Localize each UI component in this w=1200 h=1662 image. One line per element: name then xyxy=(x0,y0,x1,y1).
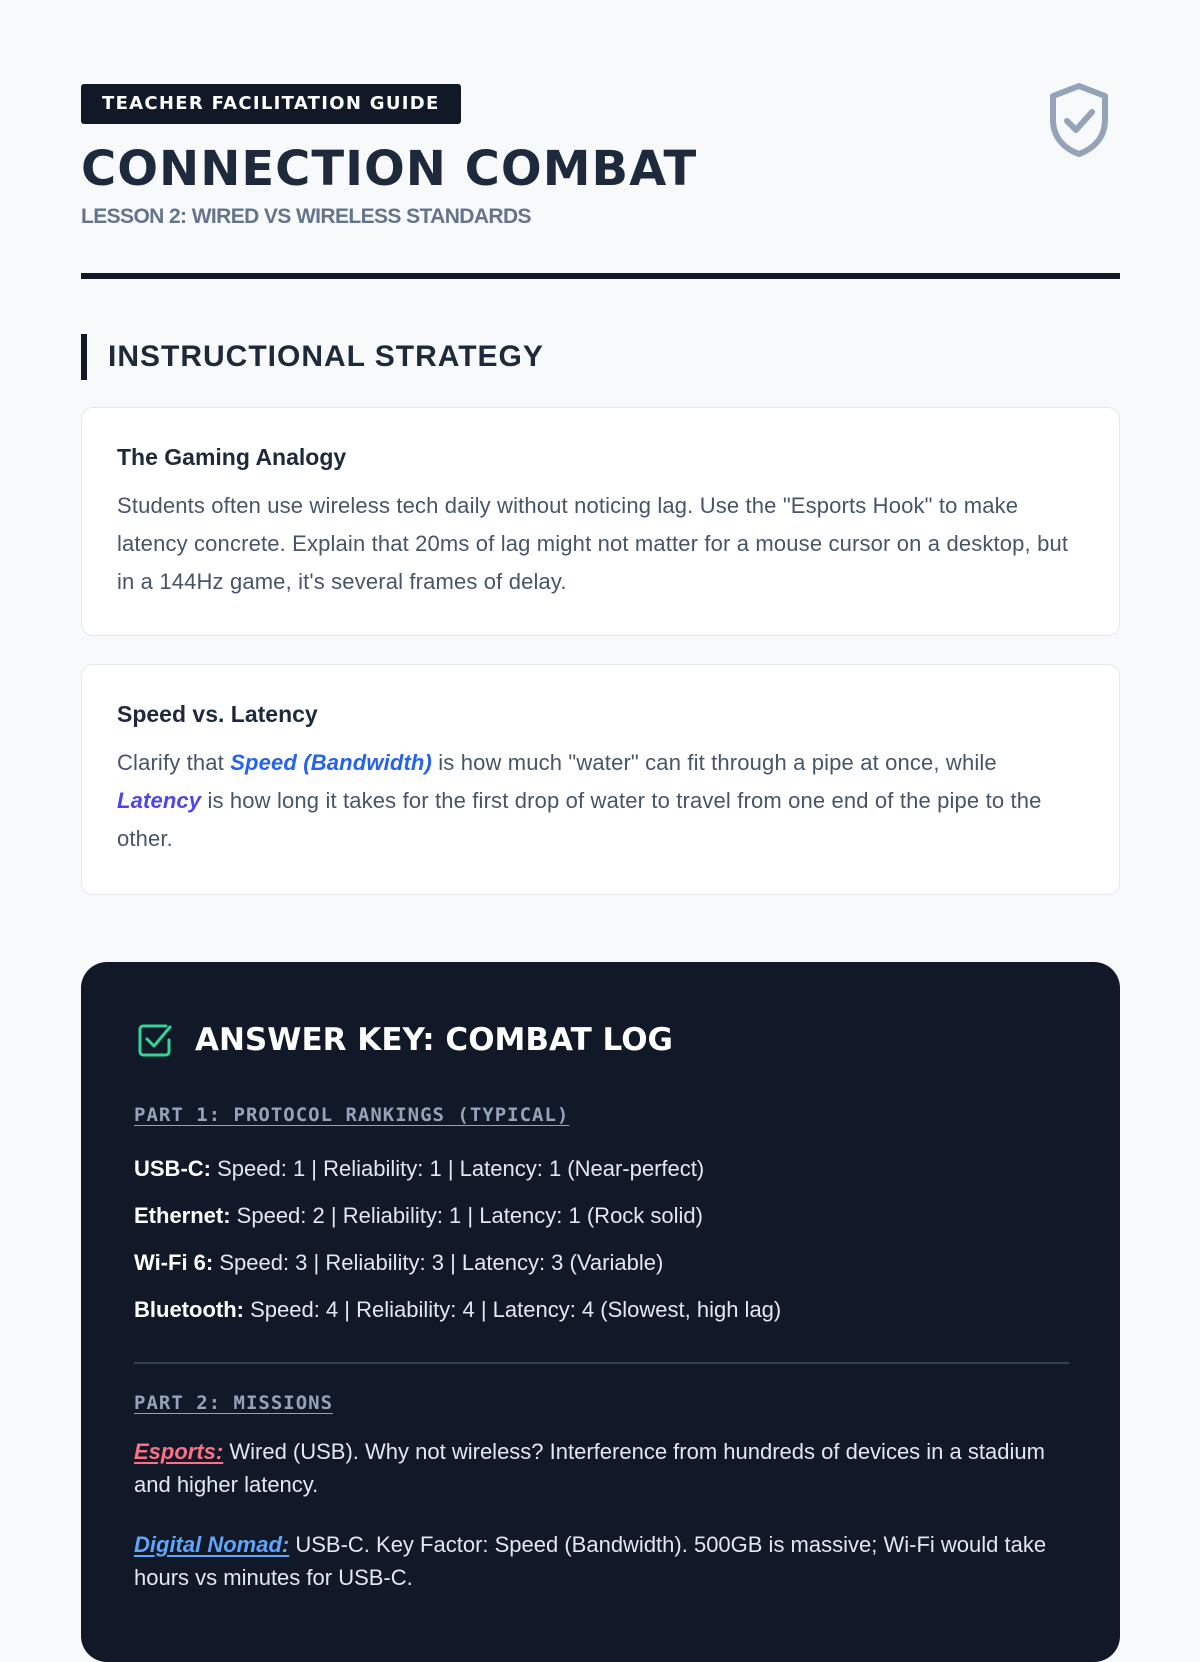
ranking-text: Speed: 3 | Reliability: 3 | Latency: 3 (Variable) xyxy=(213,1250,664,1275)
ranking-row xyxy=(134,1286,1074,1333)
guide-badge: TEACHER FACILITATION GUIDE xyxy=(81,84,461,124)
part2-label: PART 2: MISSIONS xyxy=(134,1392,334,1414)
missions-list xyxy=(134,1435,1074,1621)
ranking-text: Speed: 4 | Reliability: 4 | Latency: 4 (Slowest, high lag) xyxy=(243,1297,782,1322)
answer-key-divider xyxy=(134,1362,1069,1364)
answer-key-panel xyxy=(81,962,1120,1662)
term-latency: Latency xyxy=(117,788,202,813)
term-speed: Speed (Bandwidth) xyxy=(230,750,432,775)
ranking-text: Speed: 1 | Reliability: 1 | Latency: 1 (Near-perfect) xyxy=(211,1156,705,1181)
ranking-text: Speed: 2 | Reliability: 1 | Latency: 1 (Rock solid) xyxy=(230,1203,703,1228)
mission-text: Wired (USB). Why not wireless? Interference from hundreds of devices in a stadium and higher latency. xyxy=(134,1439,1045,1497)
card-text: is how long it takes for the first drop of water to travel from one end of the pipe to the other. xyxy=(117,788,1042,851)
lesson-subtitle: LESSON 2: WIRED VS WIRELESS STANDARDS xyxy=(81,205,531,228)
ranking-name: Wi-Fi 6: xyxy=(134,1250,214,1275)
mission-name: Esports: xyxy=(134,1439,224,1464)
header-divider xyxy=(81,273,1120,279)
ranking-row xyxy=(134,1145,1074,1192)
strategy-card xyxy=(81,407,1120,636)
ranking-name: Bluetooth: xyxy=(134,1297,244,1322)
ranking-row xyxy=(134,1239,1074,1286)
shield-check-icon xyxy=(1047,82,1111,158)
mission-item xyxy=(134,1435,1074,1501)
mission-text: USB-C. Key Factor: Speed (Bandwidth). 500GB is massive; Wi-Fi would take hours vs minutes for USB-C. xyxy=(134,1532,1047,1590)
page-title: CONNECTION COMBAT xyxy=(81,141,698,197)
ranking-name: Ethernet: xyxy=(134,1203,231,1228)
part1-label: PART 1: PROTOCOL RANKINGS (TYPICAL) xyxy=(134,1104,570,1126)
card-title: Speed vs. Latency xyxy=(117,701,318,727)
checkbox-icon xyxy=(136,1021,174,1059)
card-body: Students often use wireless tech daily without noticing lag. Use the "Esports Hook" to make latency concrete. Explain that 20ms of lag might not matter for a mouse cursor on a desktop, but in a 144Hz game, it's several frames of delay. xyxy=(117,493,1069,594)
card-title: The Gaming Analogy xyxy=(117,444,347,470)
mission-item xyxy=(134,1528,1074,1594)
ranking-row xyxy=(134,1192,1074,1239)
section-heading: INSTRUCTIONAL STRATEGY xyxy=(81,334,544,380)
mission-name: Digital Nomad: xyxy=(134,1532,290,1557)
ranking-name: USB-C: xyxy=(134,1156,211,1181)
card-body xyxy=(117,744,1085,858)
answer-key-title: ANSWER KEY: COMBAT LOG xyxy=(195,1022,673,1058)
card-text: Clarify that xyxy=(117,750,231,775)
card-text: is how much "water" can fit through a pipe at once, while xyxy=(431,750,997,775)
strategy-card xyxy=(81,664,1120,895)
rankings-list xyxy=(134,1145,1074,1333)
answer-key-header xyxy=(136,1018,673,1062)
